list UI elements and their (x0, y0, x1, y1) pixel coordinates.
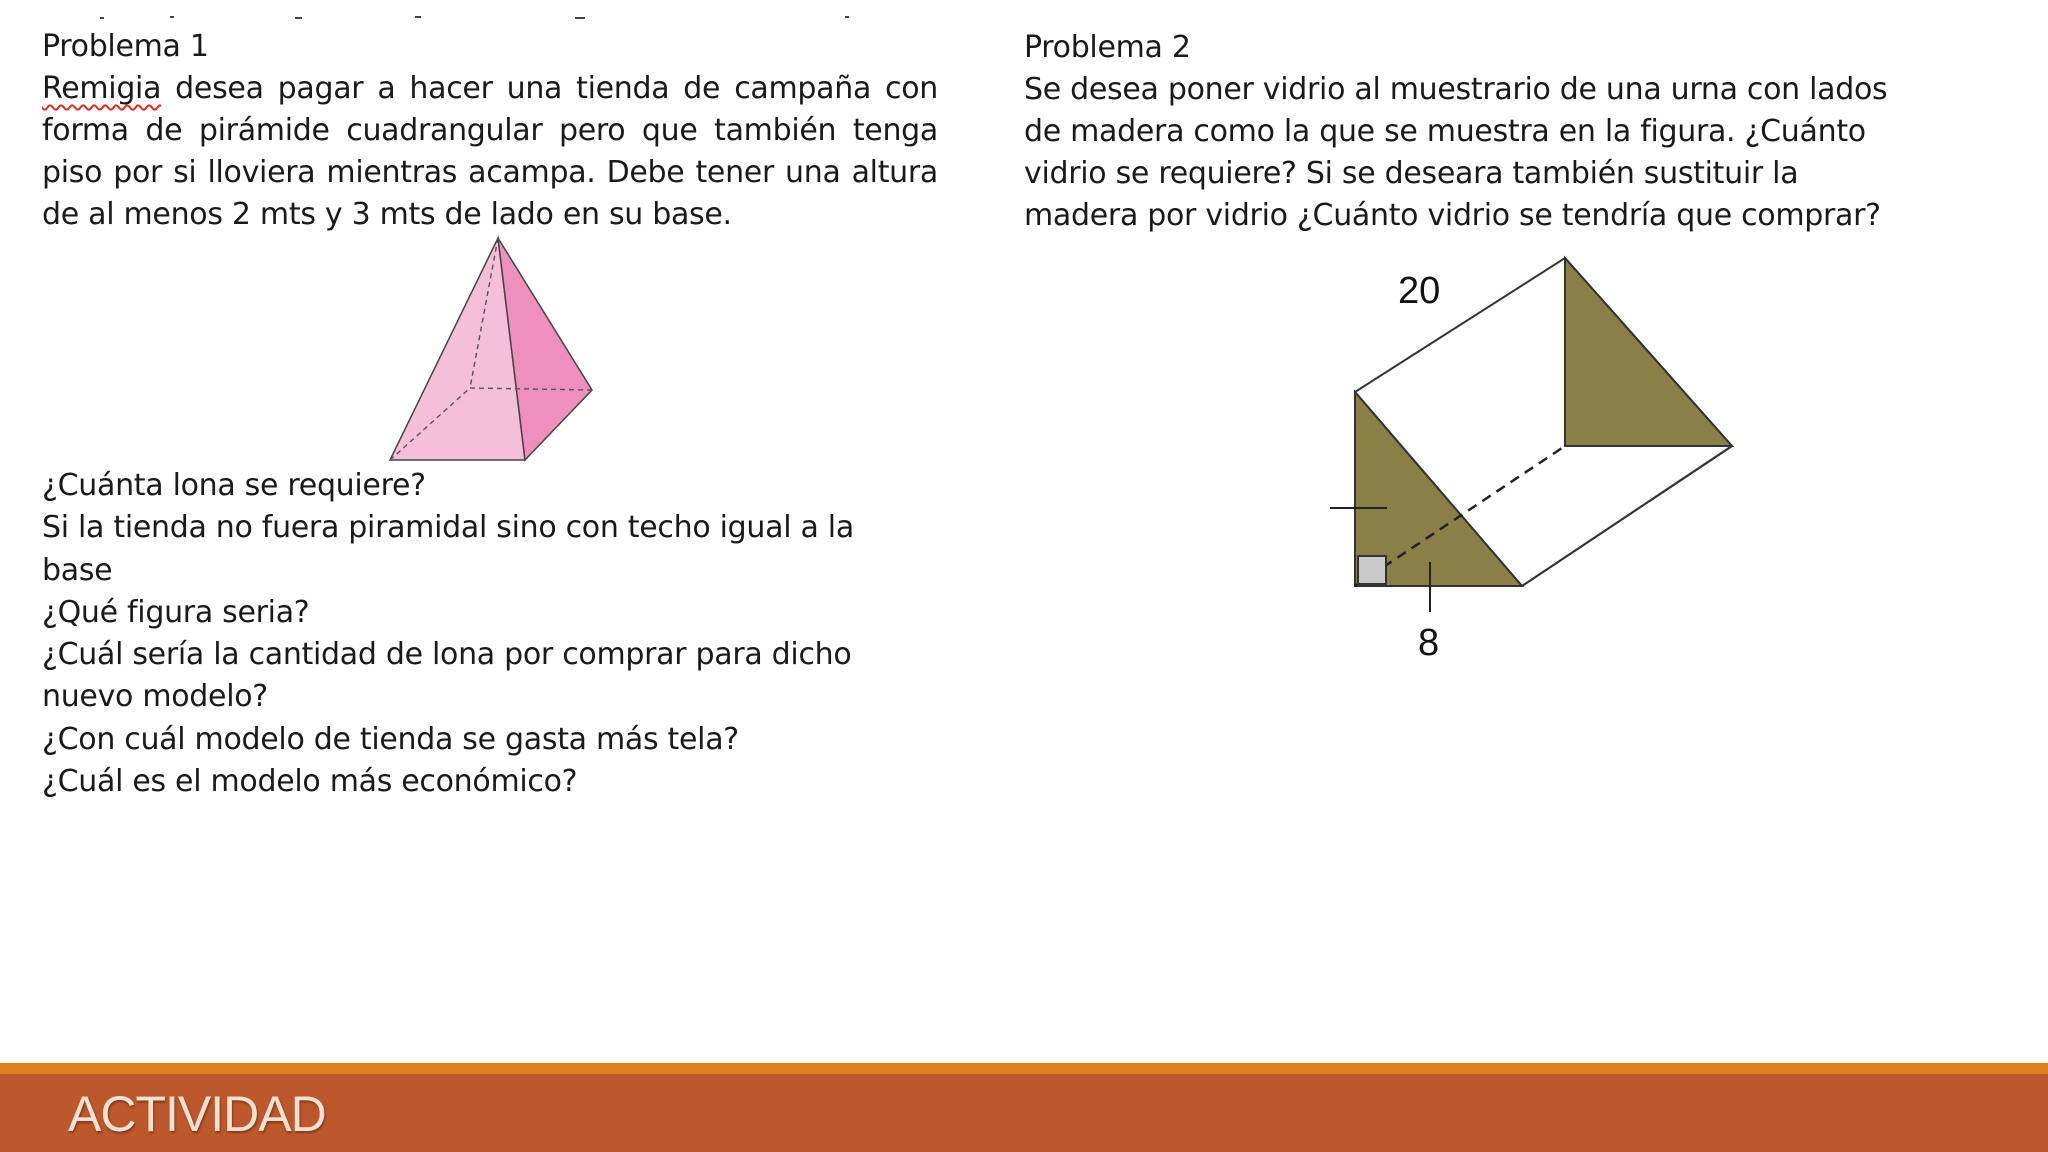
question-line: ¿Qué figura seria? (42, 594, 310, 630)
pyramid-figure (380, 230, 600, 470)
question-line: base (42, 552, 113, 588)
question-line: ¿Cuál sería la cantidad de lona por comprar para dicho (42, 637, 852, 673)
question-line: ¿Cuál es el modelo más económico? (42, 764, 578, 800)
question-line: ¿Con cuál modelo de tienda se gasta más tela? (42, 721, 739, 757)
prism-back-triangle (1565, 258, 1732, 446)
base-label: 8 (1418, 622, 1440, 664)
length-label: 20 (1398, 270, 1441, 312)
problem1-questions (42, 465, 922, 803)
problem1-text: desea pagar a hacer una tienda de campaña con forma de pirámide cuadrangular pero que también tenga piso por si lloviera mientras acampa. Debe tener una altura de al menos 2 mts y 3 mts de lado en su base. (42, 71, 938, 232)
problem2-line: de madera como la que se muestra en la figura. ¿Cuánto (1024, 114, 1866, 149)
footer-accent-bar (0, 1063, 2048, 1074)
problem2-line: vidrio se requiere? Si se deseara también sustituir la (1024, 156, 1799, 191)
footer-bar (0, 1074, 2048, 1152)
prism-figure (1320, 240, 1740, 680)
problem1-heading: Problema 1 (42, 29, 209, 64)
problem2-line: Se desea poner vidrio al muestrario de una urna con lados (1024, 72, 1888, 107)
slide-title: ACTIVIDAD (68, 1086, 326, 1142)
question-line: nuevo modelo? (42, 679, 268, 715)
problem1-section (42, 26, 942, 236)
question-line: Si la tienda no fuera piramidal sino con techo igual a la (42, 510, 854, 546)
problem1-statement (42, 68, 938, 236)
problem2-line: madera por vidrio ¿Cuánto vidrio se tendría que comprar? (1024, 198, 1881, 233)
right-angle-marker (1358, 556, 1386, 584)
cropped-text-remnant (40, 14, 860, 24)
problem1-name: Remigia (42, 71, 162, 106)
question-line: ¿Cuánta lona se requiere? (42, 468, 426, 503)
problem2-section (1024, 27, 2014, 237)
problem2-heading: Problema 2 (1024, 30, 1191, 65)
